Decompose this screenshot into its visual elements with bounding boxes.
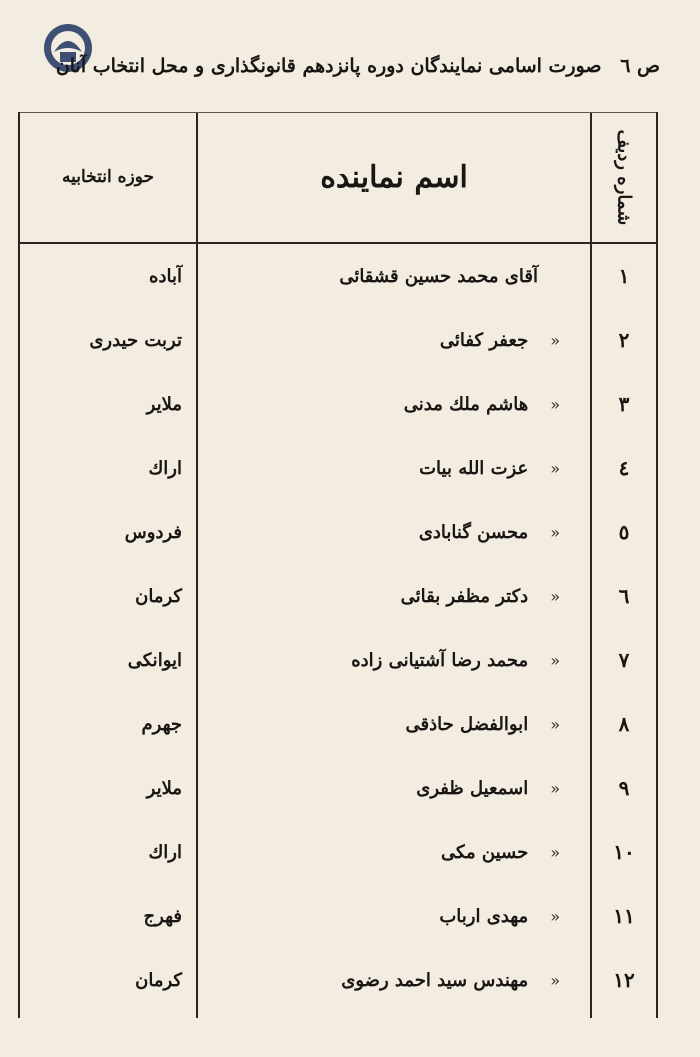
name-text: محمد رضا آشتیانی زاده bbox=[351, 649, 529, 671]
district-name: آباده bbox=[149, 265, 182, 287]
document-title: صورت اسامی نمایندگان دوره پانزدهم قانونگذاری و محل انتخاب آنان bbox=[55, 55, 602, 77]
ditto-mark: « bbox=[550, 714, 560, 734]
column-header-number bbox=[592, 112, 656, 242]
row-number: ١٢ bbox=[613, 968, 635, 992]
representative-name bbox=[198, 692, 590, 756]
representative-name bbox=[198, 436, 590, 500]
name-text: مهدی ارباب bbox=[439, 905, 529, 927]
row-number: ٣ bbox=[618, 392, 630, 416]
ditto-mark: « bbox=[550, 586, 560, 606]
table-row bbox=[20, 564, 656, 628]
district-name: فردوس bbox=[124, 521, 182, 543]
row-number: ٨ bbox=[618, 712, 630, 736]
representative-name bbox=[198, 564, 590, 628]
district-name: اراك bbox=[148, 841, 182, 863]
name-text: هاشم ملك مدنی bbox=[403, 393, 529, 415]
name-text: جعفر کفائی bbox=[439, 329, 529, 351]
row-number: ٥ bbox=[618, 520, 630, 544]
table-row bbox=[20, 692, 656, 756]
ditto-mark: « bbox=[550, 394, 560, 414]
table-row bbox=[20, 820, 656, 884]
representative-name bbox=[198, 372, 590, 436]
ditto-mark: « bbox=[550, 330, 560, 350]
representative-name bbox=[198, 308, 590, 372]
table-row bbox=[20, 884, 656, 948]
ditto-mark: « bbox=[550, 970, 560, 990]
name-text: اسمعیل ظفری bbox=[416, 777, 529, 799]
ditto-mark: « bbox=[550, 458, 560, 478]
name-text: دکتر مظفر بقائی bbox=[400, 585, 529, 607]
representative-name bbox=[198, 500, 590, 564]
row-number: ٤ bbox=[618, 456, 630, 480]
table-row bbox=[20, 244, 656, 308]
table-row bbox=[20, 372, 656, 436]
name-text: عزت الله بیات bbox=[419, 457, 529, 479]
table-row bbox=[20, 500, 656, 564]
column-header-number-label: شماره ردیف bbox=[613, 129, 635, 225]
ditto-mark: « bbox=[550, 906, 560, 926]
representative-name bbox=[198, 884, 590, 948]
representative-name bbox=[198, 628, 590, 692]
district-name: کرمان bbox=[135, 585, 182, 607]
table-row bbox=[20, 628, 656, 692]
district-name: تربت حیدری bbox=[89, 329, 182, 351]
ditto-mark: « bbox=[550, 650, 560, 670]
table-row bbox=[20, 436, 656, 500]
district-name: اراك bbox=[148, 457, 182, 479]
row-number: ١ bbox=[618, 264, 630, 288]
ditto-mark: « bbox=[550, 778, 560, 798]
row-number: ٧ bbox=[618, 648, 630, 672]
representative-name bbox=[198, 948, 590, 1012]
column-header-name: اسم نماینده bbox=[320, 159, 468, 195]
row-number: ١١ bbox=[613, 904, 635, 928]
name-text: آقای محمد حسین قشقائی bbox=[339, 265, 538, 287]
row-number: ١٠ bbox=[613, 840, 635, 864]
document-header bbox=[18, 55, 660, 87]
row-number: ٦ bbox=[618, 584, 630, 608]
page-number: ص ٦ bbox=[620, 55, 660, 77]
representative-name bbox=[198, 244, 590, 308]
district-name: فهرج bbox=[143, 905, 182, 927]
name-text: محسن گنابادی bbox=[418, 521, 529, 543]
row-number: ٩ bbox=[618, 776, 630, 800]
district-name: ملایر bbox=[146, 777, 182, 799]
representative-name bbox=[198, 756, 590, 820]
table-row bbox=[20, 948, 656, 1012]
ditto-mark: « bbox=[550, 522, 560, 542]
name-text: مهندس سید احمد رضوی bbox=[341, 969, 529, 991]
district-name: ایوانکی bbox=[127, 649, 182, 671]
table-row bbox=[20, 308, 656, 372]
district-name: کرمان bbox=[135, 969, 182, 991]
representative-name bbox=[198, 820, 590, 884]
district-name: ملایر bbox=[146, 393, 182, 415]
representatives-table bbox=[18, 112, 658, 1018]
table-row bbox=[20, 756, 656, 820]
column-header-district: حوزه انتخابیه bbox=[61, 167, 155, 187]
row-number: ٢ bbox=[618, 328, 630, 352]
district-name: جهرم bbox=[141, 713, 182, 735]
ditto-mark: « bbox=[550, 842, 560, 862]
name-text: حسین مکی bbox=[441, 841, 529, 863]
name-text: ابوالفضل حاذقی bbox=[405, 713, 529, 735]
